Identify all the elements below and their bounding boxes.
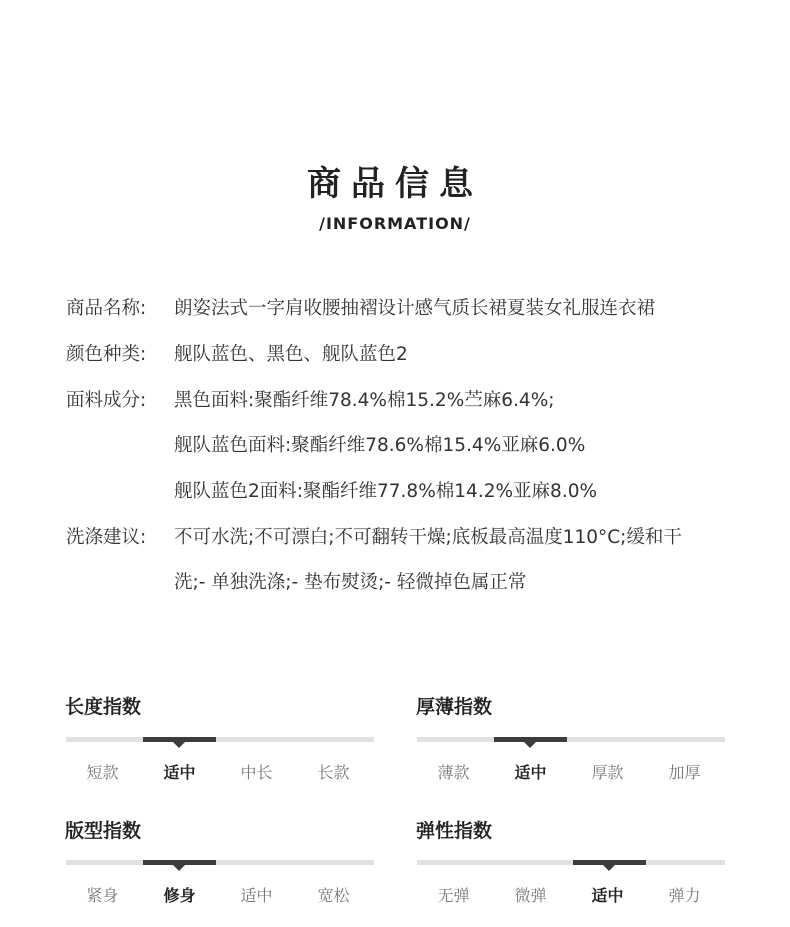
- elasticity-option-selected: 适中: [591, 886, 624, 905]
- elasticity-option: 弹力: [668, 886, 701, 905]
- name-label: 商品名称:: [66, 298, 147, 319]
- elasticity-option: 无弹: [437, 886, 470, 905]
- elasticity-index-pointer: [603, 865, 615, 871]
- length-option-selected: 适中: [163, 763, 196, 782]
- wash-line: 不可水洗;不可漂白;不可翻转干燥;底板最高温度110°C;缓和干: [174, 527, 682, 548]
- fabric-line: 舰队蓝色2面料:聚酯纤维77.8%棉14.2%亚麻8.0%: [174, 481, 598, 502]
- info-row-name: [66, 297, 174, 321]
- name-value: 朗姿法式一字肩收腰抽褶设计感气质长裙夏装女礼服连衣裙: [174, 298, 656, 319]
- length-option: 短款: [86, 763, 119, 782]
- thickness-index-pointer: [524, 742, 536, 748]
- thickness-option-selected: 适中: [514, 763, 547, 782]
- elasticity-index-title: 弹性指数: [416, 820, 493, 842]
- thickness-option: 薄款: [437, 763, 470, 782]
- info-row-wash: [66, 526, 174, 550]
- length-index-pointer: [173, 742, 185, 748]
- fit-option: 紧身: [86, 886, 119, 905]
- info-row-color: [66, 343, 174, 367]
- fit-option: 宽松: [317, 886, 350, 905]
- length-option: 长款: [317, 763, 350, 782]
- info-row-fabric: [66, 389, 174, 413]
- fabric-label: 面料成分:: [66, 390, 147, 411]
- length-index-track: [66, 737, 374, 742]
- length-index-title: 长度指数: [65, 696, 142, 718]
- fit-index-track: [66, 860, 374, 865]
- fit-option: 适中: [240, 886, 273, 905]
- fit-index-title: 版型指数: [65, 820, 142, 842]
- fit-index-pointer: [173, 865, 185, 871]
- elasticity-index-track: [417, 860, 725, 865]
- thickness-option: 厚款: [591, 763, 624, 782]
- color-value: 舰队蓝色、黑色、舰队蓝色2: [174, 344, 408, 365]
- length-option: 中长: [240, 763, 273, 782]
- thickness-option: 加厚: [668, 763, 701, 782]
- fit-option-selected: 修身: [163, 886, 196, 905]
- wash-label: 洗涤建议:: [66, 527, 147, 548]
- thickness-index-track: [417, 737, 725, 742]
- thickness-index-title: 厚薄指数: [416, 696, 493, 718]
- page-title: 商品信息: [307, 164, 483, 204]
- fabric-line: 黑色面料:聚酯纤维78.4%棉15.2%苎麻6.4%;: [174, 390, 555, 411]
- page-subtitle: /INFORMATION/: [319, 214, 471, 233]
- color-label: 颜色种类:: [66, 344, 147, 365]
- fabric-line: 舰队蓝色面料:聚酯纤维78.6%棉15.4%亚麻6.0%: [174, 435, 586, 456]
- elasticity-option: 微弹: [514, 886, 547, 905]
- wash-line: 洗;- 单独洗涤;- 垫布熨烫;- 轻微掉色属正常: [174, 572, 527, 593]
